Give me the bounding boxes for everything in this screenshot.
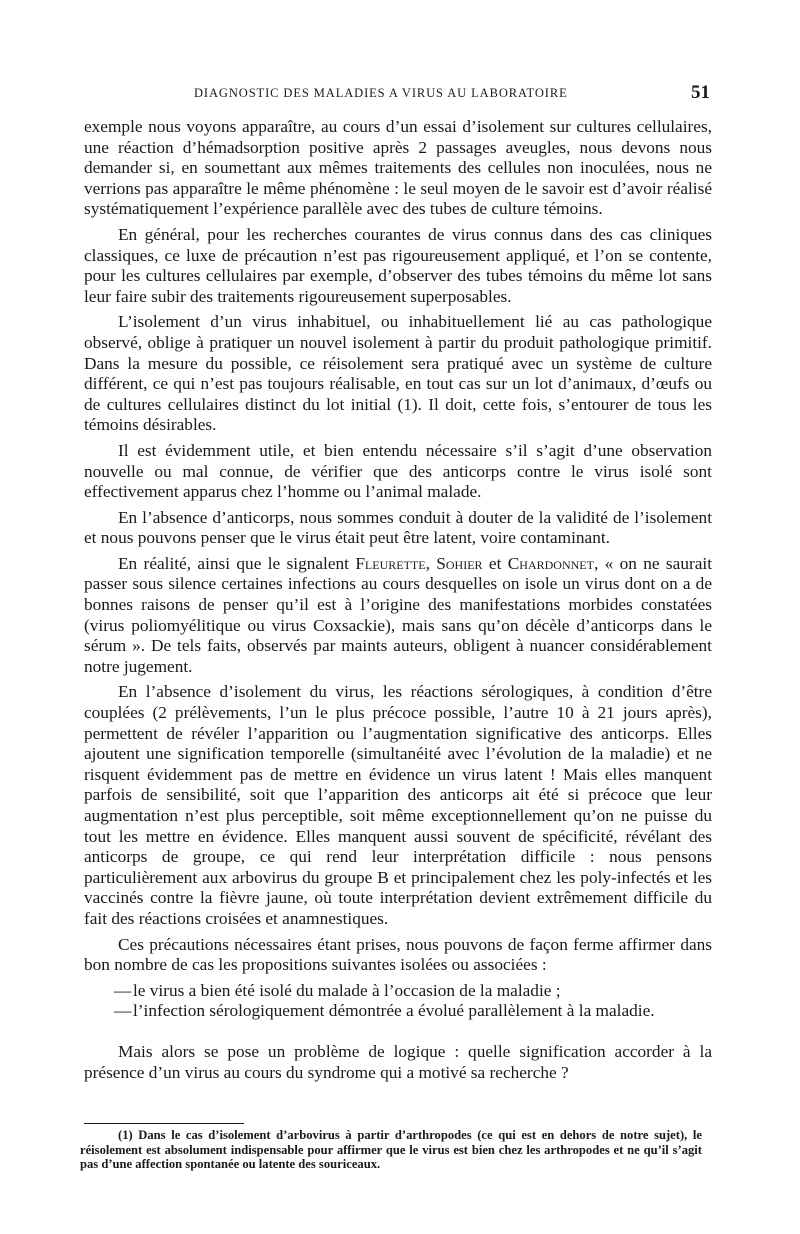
paragraph: Mais alors se pose un problème de logique : quelle signification accorder à la présence d’un virus au cours du syndrome qui a motivé sa recherche ? xyxy=(84,1041,712,1082)
paragraph xyxy=(84,554,712,678)
text-run: et xyxy=(482,553,508,573)
page-header xyxy=(88,82,710,104)
paragraph: En l’absence d’isolement du virus, les réactions sérologiques, à condition d’être couplées (2 prélèvements, l’un le plus précoce possible, l’autre 10 à 21 jours après), permettent de révéler l’apparition ou l’augmentation significative des anticorps. Elles ajoutent une signification temporelle (simultanéité avec l’évolution de la maladie) et ne risquent évidemment pas de mettre en évidence un virus latent ! Mais elles manquent parfois de sensibilité, soit que l’apparition des anticorps ait été si précoce que leur augmentation n’est plus perceptible, soit même exceptionnellement qu’on ne puisse du tout les mettre en évidence. Elles manquent aussi souvent de spécificité, révélant des anticorps de groupe, ce qui rend leur interprétation difficile : nous pensons particulièrement aux arbovirus du groupe B et principalement chez les poly-infectés et les vaccinés contre la fièvre jaune, où toute interprétation devient extrêmement difficile du fait des réactions croisées et anamnestiques. xyxy=(84,682,712,928)
text-run: , « on ne saurait passer sous silence certaines infections au cours desquelles on isole un virus dont on a de bonnes raisons de penser qu’il est à l’origine des manifestations morbides constatées (virus poliomyélitique ou virus Coxsackie), mais sans qu’on décèle d’anticorps dans le sérum ». De tels faits, observés par maints auteurs, obligent à nuancer considérablement notre jugement. xyxy=(84,553,712,676)
page-number: 51 xyxy=(691,82,710,103)
body-text xyxy=(84,117,712,1083)
paragraph: L’isolement d’un virus inhabituel, ou inhabituellement lié au cas pathologique observé, oblige à pratiquer un nouvel isolement à partir du produit pathologique primitif. Dans la mesure du possible, ce réisolement sera pratiqué avec un système de culture différent, ce qui n’est pas toujours réalisable, en tout cas sur un lot d’animaux, d’œufs ou de cultures cellulaires distinct du lot initial (1). Il doit, cette fois, s’entourer de tous les témoins désirables. xyxy=(84,312,712,435)
spacer xyxy=(84,1022,712,1042)
paragraph: En général, pour les recherches courantes de virus connus dans des cas cliniques classiques, ce luxe de précaution n’est pas rigoureusement appliqué, et l’on se contente, pour les cultures cellulaires par exemple, d’observer des tubes témoins du même lot sans leur faire subir des traitements rigoureusement superposables. xyxy=(84,224,712,306)
list-item-text: le virus a bien été isolé du malade à l’occasion de la maladie ; xyxy=(133,980,561,1000)
running-title: DIAGNOSTIC DES MALADIES A VIRUS AU LABORATOIRE xyxy=(194,86,568,100)
footnote-rule xyxy=(84,1123,244,1124)
text-run: En réalité, ainsi que le signalent xyxy=(118,553,356,573)
paragraph: Il est évidemment utile, et bien entendu nécessaire s’il s’agit d’une observation nouvelle ou mal connue, de vérifier que des anticorps contre le virus isolé sont effectivement apparus chez l’homme ou l’animal malade. xyxy=(84,440,712,502)
list-item-text: l’infection sérologiquement démontrée a évolué parallèlement à la maladie. xyxy=(133,1001,655,1021)
author-name: Sohier xyxy=(436,553,483,573)
footnote xyxy=(80,1128,702,1172)
dash-marker: — xyxy=(114,980,132,1000)
author-name: Fleurette xyxy=(355,553,426,573)
list-item xyxy=(84,981,712,1002)
paragraph: exemple nous voyons apparaître, au cours d’un essai d’isolement sur cultures cellulaires, une réaction d’hémadsorption positive après 2 passages aveugles, nous devons nous demander si, en soumettant aux mêmes traitements des cellules non inoculées, nous ne verrions pas apparaître le même phénomène : le seul moyen de le savoir est d’avoir réalisé systématiquement l’expérience parallèle avec des tubes de culture témoins. xyxy=(84,117,712,219)
footnote-text: (1) Dans le cas d’isolement d’arbovirus à partir d’arthropodes (ce qui est en dehors de notre sujet), le réisolement est absolument indispensable pour affirmer que le virus est bien chez les arthropodes et ne qu’il s’agit pas d’une affection spontanée ou latente des souriceaux. xyxy=(80,1128,702,1172)
list-item xyxy=(84,1001,712,1022)
author-name: Chardonnet xyxy=(507,553,594,573)
paragraph: En l’absence d’anticorps, nous sommes conduit à douter de la validité de l’isolement et nous pouvons penser que le virus était peut être latent, voire contaminant. xyxy=(84,507,712,548)
dash-marker: — xyxy=(114,1001,132,1021)
text-run: , xyxy=(425,553,437,573)
paragraph: Ces précautions nécessaires étant prises, nous pouvons de façon ferme affirmer dans bon nombre de cas les propositions suivantes isolées ou associées : xyxy=(84,934,712,975)
